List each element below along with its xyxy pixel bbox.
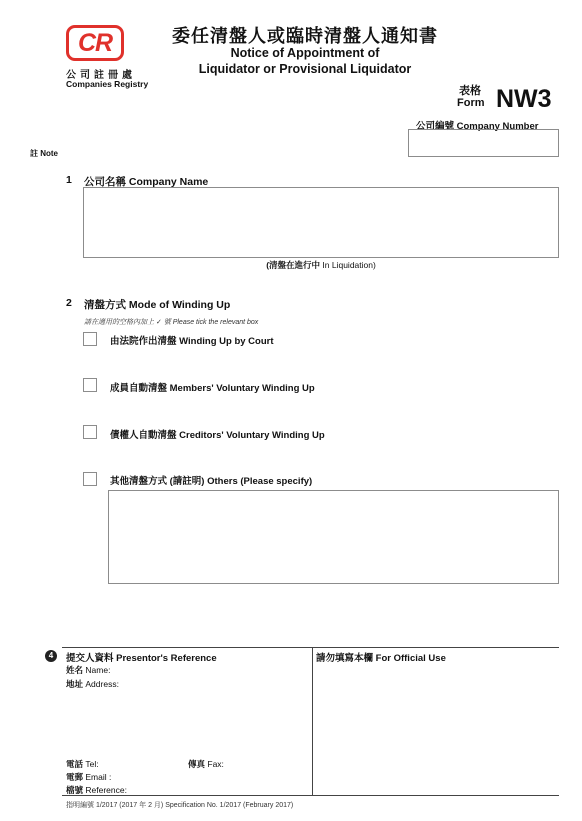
company-number-label: 公司編號 Company Number: [416, 121, 539, 132]
email-label-zh: 電郵: [66, 772, 84, 782]
option-others-label: 其他清盤方式 (請註明) Others (Please specify): [110, 476, 313, 487]
presentor-bottom-divider: [62, 795, 559, 796]
form-code: NW3: [496, 85, 552, 113]
form-label-en: Form: [457, 97, 485, 109]
tel-label-en: Tel:: [85, 759, 99, 769]
reference-field[interactable]: [66, 784, 127, 796]
section1-number: 1: [66, 174, 72, 186]
form-title-en-line1: Notice of Appointment of: [230, 46, 380, 60]
form-title-zh: 委任清盤人或臨時清盤人通知書: [172, 26, 438, 47]
registry-name-en: Companies Registry: [66, 79, 149, 89]
email-label-en: Email :: [85, 772, 112, 782]
in-liquidation-note: [83, 259, 559, 271]
others-specify-field[interactable]: [108, 490, 559, 584]
logo-text: CR: [77, 28, 113, 57]
fax-label-en: Fax:: [207, 759, 224, 769]
option-others-checkbox[interactable]: [83, 472, 97, 486]
tel-field[interactable]: [66, 758, 99, 770]
option-creditors-checkbox[interactable]: [83, 425, 97, 439]
option-court-checkbox[interactable]: [83, 332, 97, 346]
option-members-label: 成員自動清盤 Members' Voluntary Winding Up: [110, 383, 315, 394]
note-label: 註 Note: [30, 149, 58, 158]
specification-footer: 指明編號 1/2017 (2017 年 2 月) Specification No. 1/2017 (February 2017): [66, 802, 294, 809]
in-liquidation-note-zh: (清盤在進行中: [266, 260, 321, 270]
name-label-en: Name:: [85, 665, 111, 675]
company-name-field[interactable]: [83, 187, 559, 258]
option-members-checkbox[interactable]: [83, 378, 97, 392]
form-label-zh: 表格: [459, 85, 481, 97]
option-creditors-label: 債權人自動清盤 Creditors' Voluntary Winding Up: [110, 430, 325, 441]
tel-label-zh: 電話: [66, 759, 84, 769]
presentor-title: 提交人資料 Presentor's Reference: [66, 653, 217, 664]
name-field[interactable]: [66, 664, 110, 676]
option-court-label: 由法院作出清盤 Winding Up by Court: [110, 336, 274, 347]
email-field[interactable]: [66, 771, 111, 783]
in-liquidation-note-en: In Liquidation): [322, 260, 376, 270]
fax-label-zh: 傳真: [188, 759, 206, 769]
reference-label-en: Reference:: [85, 785, 127, 795]
address-field[interactable]: [66, 678, 119, 690]
tick-instruction: 請在適用的空格內加上 ✓ 號 Please tick the relevant box: [84, 319, 259, 326]
section1-title: 公司名稱 Company Name: [84, 176, 209, 188]
address-label-en: Address:: [85, 679, 119, 689]
companies-registry-logo: [66, 25, 124, 61]
form-title-en-line2: Liquidator or Provisional Liquidator: [198, 62, 412, 76]
company-number-field[interactable]: [408, 129, 559, 157]
official-use-title: 請勿填寫本欄 For Official Use: [316, 653, 446, 664]
section2-number: 2: [66, 297, 72, 309]
address-label-zh: 地址: [66, 679, 84, 689]
name-label-zh: 姓名: [66, 665, 84, 675]
section4-marker: 4: [45, 650, 57, 662]
reference-label-zh: 檔號: [66, 785, 84, 795]
fax-field[interactable]: [188, 758, 224, 770]
presentor-top-divider: [62, 647, 559, 648]
registry-name-zh: 公司註冊處: [66, 70, 136, 81]
section2-title: 清盤方式 Mode of Winding Up: [84, 299, 231, 311]
presentor-vertical-divider: [312, 647, 313, 795]
